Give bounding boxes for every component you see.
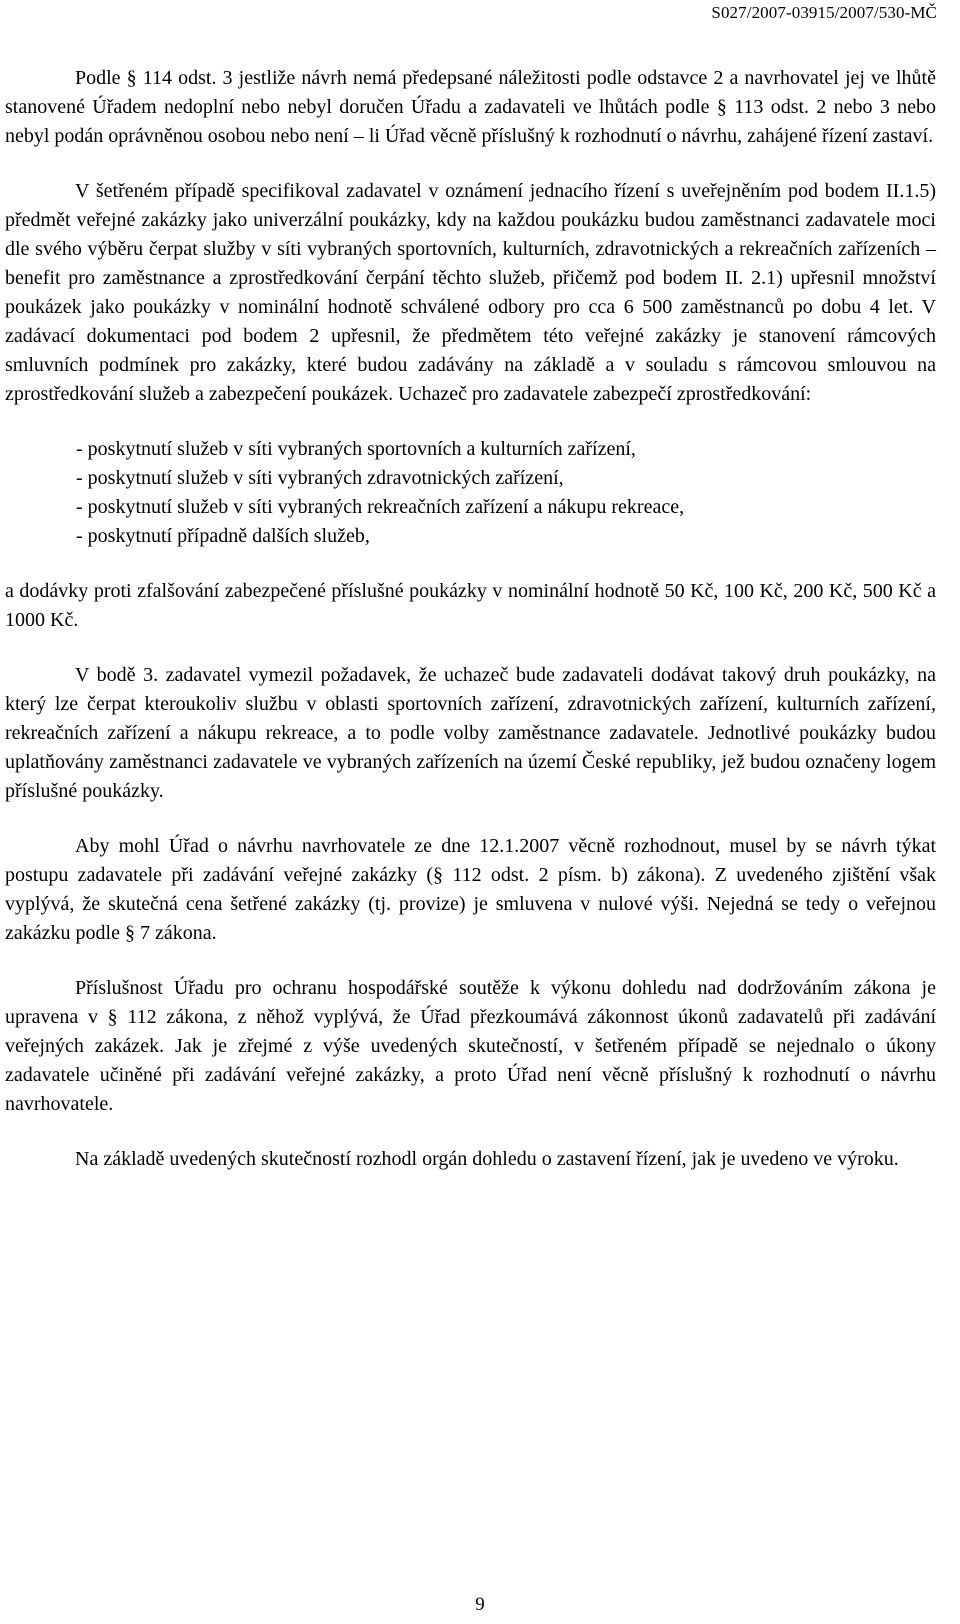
list-item: - poskytnutí služeb v síti vybraných sportovních a kulturních zařízení, [76, 438, 636, 460]
paragraph-voucher-values: a dodávky proti zfalšování zabezpečené příslušné poukázky v nominální hodnotě 50 Kč, 100 Kč, 200 Kč, 500 Kč a 1000 Kč. [5, 580, 936, 631]
paragraph-requirement: V bodě 3. zadavatel vymezil požadavek, že uchazeč bude zadavateli dodávat takový druh poukázky, na který lze čerpat kteroukoliv službu v oblasti sportovních zařízení, zdravotnických zařízení, kulturních zařízení, rekreačních zařízení a nákupu rekreace, a to podle volby zaměstnance zadavatele. Jednotlivé poukázky budou uplatňovány zaměstnanci zadavatele ve vybraných zařízeních na území České republiky, jež budou označeny logem příslušné poukázky. [5, 664, 936, 802]
paragraph-conclusion: Na základě uvedených skutečností rozhodl orgán dohledu o zastavení řízení, jak je uvedeno ve výroku. [75, 1148, 899, 1170]
paragraph-procedure-rule: Podle § 114 odst. 3 jestliže návrh nemá předepsané náležitosti podle odstavce 2 a navrhovatel jej ve lhůtě stanovené Úřadem nedoplní nebo nebyl doručen Úřadu a zadavateli ve lhůtách podle § 113 odst. 2 nebo 3 nebo nebyl podán oprávněnou osobou nebo není – li Úřad věcně příslušný k rozhodnutí o návrhu, zahájené řízení zastaví. [5, 67, 936, 147]
paragraph-jurisdiction-analysis: Aby mohl Úřad o návrhu navrhovatele ze dne 12.1.2007 věcně rozhodnout, musel by se návrh týkat postupu zadavatele při zadávání veřejné zakázky (§ 112 odst. 2 písm. b) zákona). Z uvedeného zjištění však vyplývá, že skutečná cena šetřené zakázky (tj. provize) je smluvena v nulové výši. Nejedná se tedy o veřejnou zakázku podle § 7 zákona. [5, 835, 936, 944]
paragraph-office-competence: Příslušnost Úřadu pro ochranu hospodářské soutěže k výkonu dohledu nad dodržováním zákona je upravena v § 112 zákona, z něhož vyplývá, že Úřad přezkoumává zákonnost úkonů zadavatelů při zadávání veřejných zakázek. Jak je zřejmé z výše uvedených skutečností, v šetřeném případě se nejednalo o úkony zadavatele učiněné při zadávání veřejné zakázky, a proto Úřad není věcně příslušný k rozhodnutí o návrhu navrhovatele. [5, 977, 936, 1115]
document-reference: S027/2007-03915/2007/530-MČ [711, 3, 937, 22]
document-body [5, 64, 936, 1200]
paragraph-case-specification: V šetřeném případě specifikoval zadavatel v oznámení jednacího řízení s uveřejněním pod bodem II.1.5) předmět veřejné zakázky jako univerzální poukázky, kdy na každou poukázku budou zaměstnanci zadavatele moci dle svého výběru čerpat služby v síti vybraných sportovních, kulturních, zdravotnických a rekreačních zařízeních – benefit pro zaměstnance a zprostředkování čerpání těchto služeb, přičemž pod bodem II. 2.1) upřesnil množství poukázek jako poukázky v nominální hodnotě schválené odbory pro cca 6 500 zaměstnanců po dobu 4 let. V zadávací dokumentaci pod bodem 2 upřesnil, že předmětem této veřejné zakázky je stanovení rámcových smluvních podmínek pro zakázky, které budou zadávány na základě a v souladu s rámcovou smlouvou na zprostředkování služeb a zabezpečení poukázek. Uchazeč pro zadavatele zabezpečí zprostředkování: [5, 180, 936, 405]
page-number: 9 [475, 1594, 485, 1615]
list-item: - poskytnutí případně dalších služeb, [76, 525, 370, 547]
list-item: - poskytnutí služeb v síti vybraných zdravotnických zařízení, [76, 467, 564, 489]
services-list [5, 435, 936, 551]
list-item: - poskytnutí služeb v síti vybraných rekreačních zařízení a nákupu rekreace, [76, 496, 685, 518]
